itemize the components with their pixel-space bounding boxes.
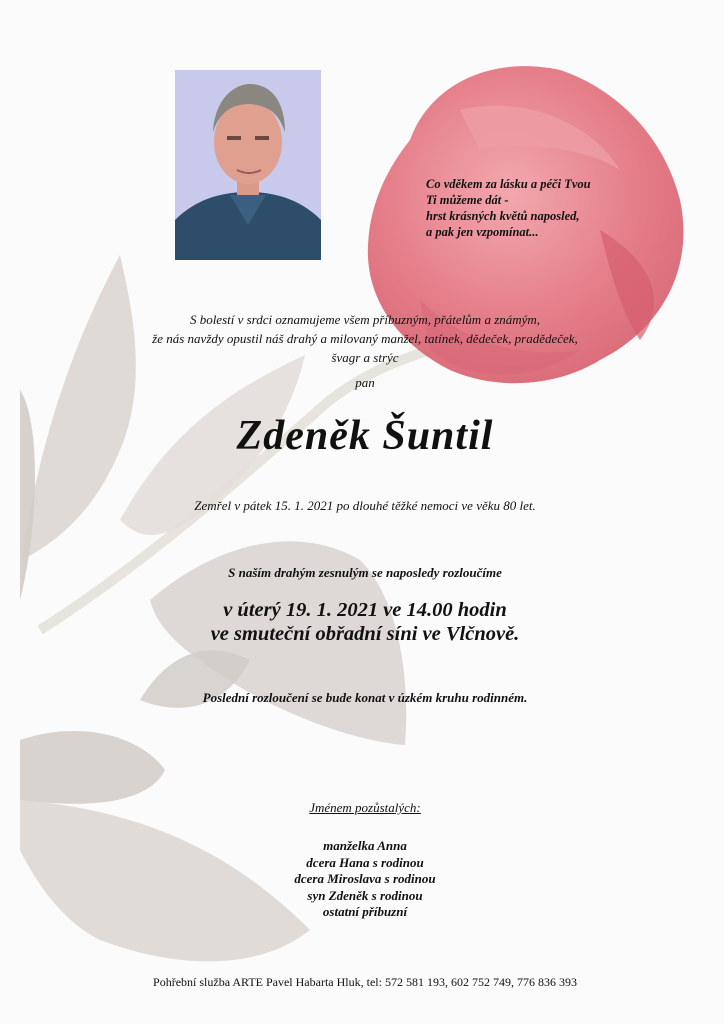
portrait-photo	[175, 70, 321, 260]
ceremony-place: ve smuteční obřadní síni ve Vlčnově.	[210, 623, 520, 645]
leaf-top-left	[22, 255, 136, 560]
leaf-left-edge	[20, 390, 35, 600]
verse-line: Ti můžeme dát -	[426, 193, 509, 207]
ceremony-details	[100, 598, 630, 646]
family-member: dcera Miroslava s rodinou	[294, 871, 436, 886]
family-member: manželka Anna	[323, 838, 407, 853]
on-behalf-label: Jménem pozůstalých:	[309, 800, 421, 815]
verse-line: Co vděkem za lásku a péči Tvou	[426, 177, 591, 191]
verse-line: a pak jen vzpomínat...	[426, 225, 539, 239]
funeral-service-footer: Pohřební služba ARTE Pavel Habarta Hluk, tel: 572 581 193, 602 752 749, 776 836 393	[153, 975, 577, 989]
family-member: dcera Hana s rodinou	[306, 854, 424, 870]
memorial-verse	[426, 176, 591, 240]
verse-line: hrst krásných květů naposled,	[426, 209, 580, 223]
intro-line: že nás navždy opustil náš drahý a milovaný manžel, tatínek, dědeček, pradědeček,	[152, 331, 578, 346]
intro-line: S bolestí v srdci oznamujeme všem příbuzným, přátelům a známým,	[189, 312, 541, 327]
family-member: ostatní příbuzní	[322, 904, 408, 919]
leaf-bottom-left	[20, 731, 165, 804]
family-member: syn Zdeněk s rodinou	[307, 887, 423, 903]
family-list	[200, 838, 530, 921]
honorific: pan	[355, 375, 375, 390]
ceremony-date-time: v úterý 19. 1. 2021 ve 14.00 hodin	[223, 599, 507, 621]
death-notice: Zemřel v pátek 15. 1. 2021 po dlouhé těžké nemoci ve věku 80 let.	[194, 498, 536, 513]
announcement-intro	[100, 310, 630, 367]
deceased-name: Zdeněk Šuntil	[236, 413, 494, 459]
farewell-intro: S naším drahým zesnulým se naposledy rozloučíme	[228, 565, 502, 580]
last-farewell-note: Poslední rozloučení se bude konat v úzkém kruhu rodinném.	[202, 690, 528, 705]
intro-line: švagr a strýc	[331, 350, 399, 365]
